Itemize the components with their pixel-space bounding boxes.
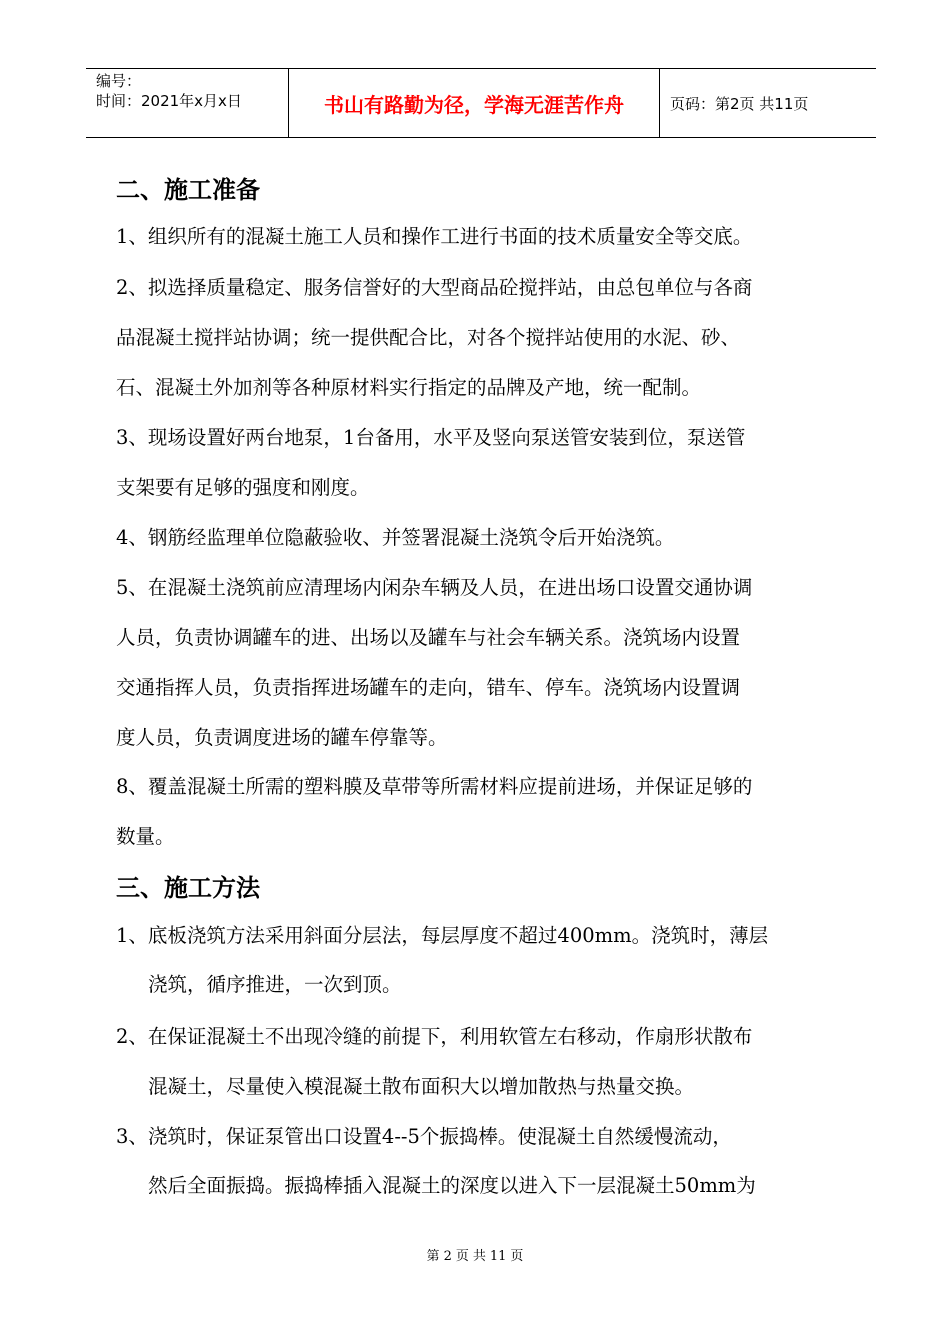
- header-meta: [86, 69, 288, 137]
- text-line: 交通指挥人员，负责指挥进场罐车的走向，错车、停车。浇筑场内设置调: [116, 676, 741, 699]
- page-header: [86, 68, 876, 138]
- text-line: 3、现场设置好两台地泵，1台备用，水平及竖向泵送管安装到位，泵送管: [116, 426, 746, 449]
- footer-part: 第: [426, 1249, 440, 1264]
- text-line: 2、拟选择质量稳定、服务信誉好的大型商品砼搅拌站，由总包单位与各商: [116, 276, 753, 299]
- footer-part: 页: [510, 1249, 524, 1264]
- text-line: 石、混凝土外加剂等各种原材料实行指定的品牌及产地，统一配制。: [116, 376, 702, 399]
- text-line: 8、覆盖混凝土所需的塑料膜及草带等所需材料应提前进场，并保证足够的: [116, 775, 753, 798]
- text-line: 1、底板浇筑方法采用斜面分层法，每层厚度不超过400mm。浇筑时，薄层: [116, 924, 769, 947]
- header-page-label: 页码：第2页 共11页: [670, 94, 809, 113]
- serial-label: 编号：: [96, 72, 142, 90]
- footer-part: 共: [472, 1249, 486, 1264]
- time-label: 时间：2021年x月x日: [96, 92, 242, 110]
- text-line: 3、浇筑时，保证泵管出口设置4--5个振捣棒。使混凝土自然缓慢流动，: [116, 1125, 732, 1148]
- text-line: 支架要有足够的强度和刚度。: [116, 476, 370, 499]
- text-line: 度人员，负责调度进场的罐车停靠等。: [116, 726, 448, 749]
- footer-total-pages: 11: [489, 1249, 507, 1264]
- text-line: 4、钢筋经监理单位隐蔽验收、并签署混凝土浇筑令后开始浇筑。: [116, 526, 675, 549]
- text-line: 5、在混凝土浇筑前应清理场内闲杂车辆及人员，在进出场口设置交通协调: [116, 576, 753, 599]
- header-motto: 书山有路勤为径，学海无涯苦作舟: [288, 69, 660, 137]
- text-line: 品混凝土搅拌站协调；统一提供配合比，对各个搅拌站使用的水泥、砂、: [116, 326, 741, 349]
- text-line: 然后全面振捣。振捣棒插入混凝土的深度以进入下一层混凝土50mm为: [148, 1174, 756, 1197]
- text-line: 人员，负责协调罐车的进、出场以及罐车与社会车辆关系。浇筑场内设置: [116, 626, 741, 649]
- footer-current-page: 2: [443, 1249, 452, 1264]
- text-line: 数量。: [116, 825, 175, 848]
- text-line: 浇筑，循序推进，一次到顶。: [148, 973, 402, 996]
- text-line: 2、在保证混凝土不出现冷缝的前提下，利用软管左右移动，作扇形状散布: [116, 1025, 753, 1048]
- page-footer: [0, 1245, 950, 1264]
- section-heading-preparation: 二、施工准备: [116, 176, 260, 204]
- text-line: 混凝土，尽量使入模混凝土散布面积大以增加散热与热量交换。: [148, 1075, 695, 1098]
- text-line: 1、组织所有的混凝土施工人员和操作工进行书面的技术质量安全等交底。: [116, 225, 753, 248]
- section-heading-method: 三、施工方法: [116, 874, 260, 902]
- footer-part: 页: [455, 1249, 469, 1264]
